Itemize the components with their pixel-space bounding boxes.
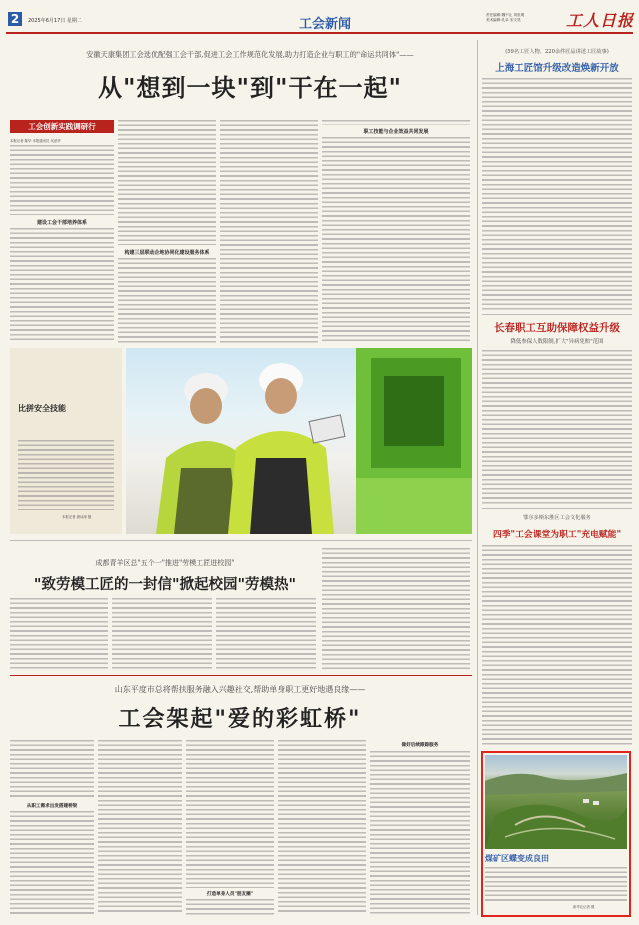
- story2-kicker: 成都青羊区总"五个一"推进"劳模工匠进校园": [95, 559, 235, 567]
- lead-subhead-2: 构建三层联动企地协同化建设服务体系: [124, 250, 210, 256]
- right-story2-text: [482, 350, 632, 505]
- lead-kicker: 安徽天康集团工会选优配强工会干部,促进工会工作规范化发展,助力打造企业与职工的"命运共同体"——: [86, 50, 414, 59]
- lead-byline: 本报记者 陈华 本报通讯员 吴爱华: [10, 139, 61, 143]
- right-story1-text: [482, 78, 632, 310]
- right-headline-3: 四季"工会课堂为职工"充电赋能": [492, 530, 622, 540]
- right-column-divider: [477, 40, 478, 915]
- bottom-photo-frame[interactable]: [481, 751, 631, 917]
- right-story3-text: [482, 545, 632, 745]
- section-title: 工会新闻: [298, 17, 351, 32]
- lead-col-1-text: [10, 145, 114, 215]
- lead-col-1b-text: [10, 228, 114, 341]
- right-kicker-1: (59名工匠人物、220余件匠品讲述工匠故事): [505, 49, 609, 55]
- lead-col-2b-text: [118, 258, 216, 343]
- photo-caption-box: [10, 348, 122, 534]
- photo-caption-text: [18, 440, 114, 510]
- story3-col-2: [98, 740, 182, 915]
- divider-story3: [10, 675, 472, 676]
- story3-subhead-3: 做好后续跟踪服务: [401, 743, 439, 748]
- right-divider-1: [482, 314, 632, 315]
- right-kicker-3: 鄂尔多斯东胜区工会文化服务: [523, 515, 591, 521]
- lead-col-3-text: [220, 120, 318, 343]
- page-number: 2: [8, 12, 22, 26]
- story3-headline: 工会架起"爱的彩虹桥": [118, 706, 362, 732]
- lead-headline: 从"想到一块"到"干在一起": [97, 73, 402, 102]
- right-subhead-2: 降低参保人数限制,扩大"异病免赔"范围: [510, 339, 604, 345]
- story3-col-1: [10, 740, 94, 800]
- bottom-photo-text: [485, 867, 627, 901]
- column-tag: 工会创新实践调研行: [10, 120, 114, 133]
- story3-col-3b: [186, 899, 274, 915]
- photo-caption-title: 比拼安全技能: [18, 403, 66, 413]
- header-rule: [6, 32, 633, 34]
- right-headline-2: 长春职工互助保障权益升级: [494, 322, 620, 334]
- header: [0, 0, 639, 34]
- coal-field-photo: [485, 755, 627, 849]
- story3-col-1b: [10, 811, 94, 915]
- story3-col-5: [370, 751, 470, 915]
- story2-col-4: [322, 548, 470, 670]
- story3-subhead-2: 打造单身人员"朋友圈": [206, 892, 254, 897]
- story3-kicker: 山东平度市总将帮扶服务融入兴趣社交,帮助单身职工更好地遇良缘——: [114, 685, 366, 694]
- issue-date: 2025年6月17日 星期二: [28, 18, 82, 24]
- newspaper-logo: 工人日报: [565, 11, 634, 30]
- story2-headline: "致劳模工匠的一封信"掀起校园"劳模热": [33, 576, 297, 593]
- lead-col-4-text: [322, 120, 470, 125]
- photo-credit: 本报记者 唐诗涛 摄: [62, 515, 92, 519]
- right-divider-2: [482, 508, 632, 509]
- lead-subhead-1: 建设工会干部培养体系: [36, 220, 87, 226]
- lead-subhead-3: 职工技能与企业效益共同发展: [363, 129, 429, 135]
- right-headline-1: 上海工匠馆升级改造焕新开放: [495, 63, 619, 74]
- lead-col-4b-text: [322, 137, 470, 343]
- story3-col-3: [186, 740, 274, 888]
- bottom-photo-caption: 煤矿区蝶变成良田: [485, 853, 549, 863]
- news-photo-workers: [126, 348, 472, 534]
- bottom-photo-credit: 新华社记者 摄: [573, 905, 595, 909]
- divider-photo: [10, 540, 472, 541]
- story2-col-2: [112, 598, 212, 670]
- story3-subhead-1: 从职工需求出发搭建桥梁: [26, 804, 78, 809]
- lead-col-2-text: [118, 120, 216, 245]
- story2-col-3: [216, 598, 316, 670]
- editor-info: 责任编辑:魏不让 刘世明 美术编辑:孔卓 宋文昊: [486, 13, 525, 22]
- story3-col-4: [278, 740, 366, 915]
- story2-col-1: [10, 598, 108, 670]
